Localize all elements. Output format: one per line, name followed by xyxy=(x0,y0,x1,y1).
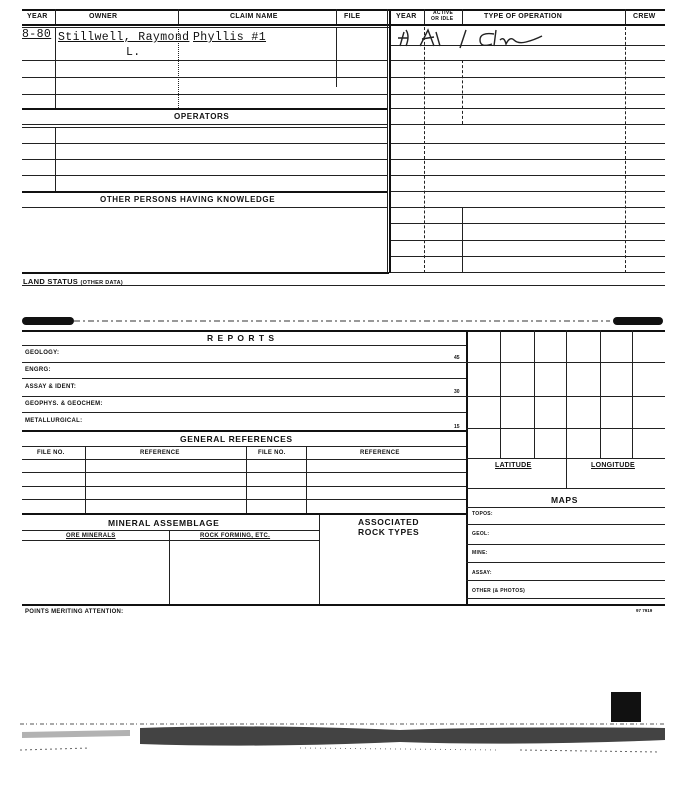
ref-reference-1: REFERENCE xyxy=(140,450,180,456)
maps-other: OTHER (& PHOTOS) xyxy=(472,588,526,594)
report-geology: GEOLOGY: xyxy=(25,350,60,356)
entry-owner-line2: L. xyxy=(126,46,141,59)
points-meriting-attention: POINTS MERITING ATTENTION: xyxy=(25,609,124,615)
land-status-sub: (OTHER DATA) xyxy=(80,280,123,286)
smudged-rule xyxy=(20,314,665,328)
general-references-heading: GENERAL REFERENCES xyxy=(180,434,293,444)
report-engrg: ENGRG: xyxy=(25,367,51,373)
report-number-15: 15 xyxy=(454,424,460,430)
header-active: ACTIVE xyxy=(433,10,454,16)
header-year-2: YEAR xyxy=(396,13,417,20)
associated-heading: ASSOCIATED xyxy=(358,517,420,527)
entry-owner: Stillwell, Raymond xyxy=(58,31,190,44)
mineral-assemblage-heading: MINERAL ASSEMBLAGE xyxy=(108,518,220,528)
reports-heading: R E P O R T S xyxy=(207,333,276,343)
header-crew: CREW xyxy=(633,13,656,20)
header-file: FILE xyxy=(344,13,361,20)
header-claim-name: CLAIM NAME xyxy=(230,13,278,20)
maps-mine: MINE: xyxy=(472,550,488,556)
maps-heading: MAPS xyxy=(551,495,578,505)
header-type-of-operation: TYPE OF OPERATION xyxy=(484,13,563,20)
header-owner: OWNER xyxy=(89,13,118,20)
maps-topos: TOPOS: xyxy=(472,511,493,517)
ref-file-no-2: FILE NO. xyxy=(258,450,286,456)
rock-types-heading: ROCK TYPES xyxy=(358,527,420,537)
maps-geol: GEOL: xyxy=(472,531,490,537)
ref-file-no-1: FILE NO. xyxy=(37,450,65,456)
report-metallurgical: METALLURGICAL: xyxy=(25,418,83,424)
ore-minerals-label: ORE MINERALS xyxy=(66,533,116,539)
report-assay: ASSAY & IDENT: xyxy=(25,384,77,390)
report-number-30: 30 xyxy=(454,389,460,395)
form-number: 97 7919 xyxy=(636,608,653,613)
header-year: YEAR xyxy=(27,13,48,20)
header-or-idle: OR IDLE xyxy=(431,16,454,22)
land-status-label: LAND STATUS xyxy=(23,277,79,286)
rock-forming-label: ROCK FORMING, ETC. xyxy=(200,533,271,539)
maps-assay: ASSAY: xyxy=(472,570,492,576)
other-persons-heading: OTHER PERSONS HAVING KNOWLEDGE xyxy=(100,195,276,204)
scan-noise xyxy=(0,690,678,770)
handwritten-entry xyxy=(394,26,554,52)
entry-year: 8-80 xyxy=(22,28,52,41)
operators-heading: OPERATORS xyxy=(174,112,230,121)
latitude-label: LATITUDE xyxy=(495,462,532,469)
report-geophys: GEOPHYS. & GEOCHEM: xyxy=(25,401,103,407)
report-number-45: 45 xyxy=(454,355,460,361)
longitude-label: LONGITUDE xyxy=(591,462,635,469)
entry-claim-name: Phyllis #1 xyxy=(193,31,267,44)
ref-reference-2: REFERENCE xyxy=(360,450,400,456)
